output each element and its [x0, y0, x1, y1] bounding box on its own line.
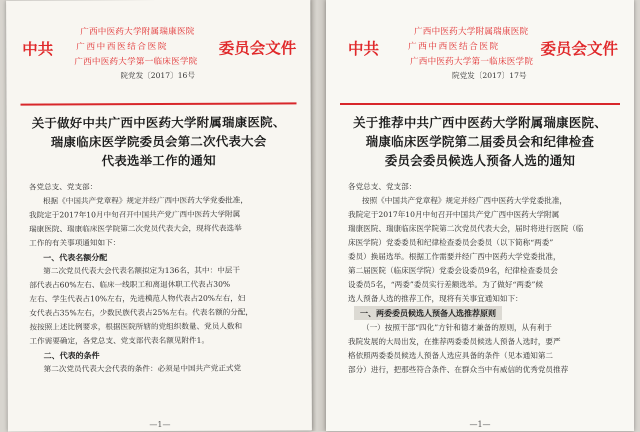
- paragraph-line: （一）按照干部“四化”方针和德才兼备的原则，从有利于: [362, 323, 553, 332]
- binding-gutter: [311, 0, 326, 431]
- header-hospital-name-3: 广西中医药大学第一临床医学院: [410, 57, 534, 67]
- paragraph-line: 委员）换届选举。根据工作需要并经广西中医药大学党委批准，: [348, 252, 561, 261]
- paragraph-line: 瑞康医院、瑞康临床医学院第二次党员代表大会，现将代表选举: [29, 223, 242, 234]
- paragraph-line: 工作需要确定，各党总支、党支部代表名额见附件1。: [29, 335, 210, 346]
- title-line: 关于做好中共广西中医药大学附属瑞康医院、: [31, 114, 286, 131]
- header-hospital-name-3: 广西中医药大学第一临床医学院: [74, 56, 198, 68]
- paragraph-line: 部分）进行，把那些符合条件、在群众当中有威信的优秀党员推荐: [348, 365, 569, 374]
- title-line: 代表选举工作的通知: [101, 152, 216, 169]
- document-number: 院党发〔2017〕17号: [452, 71, 527, 80]
- paragraph-line: 格依照两委委员候选人预备人选应具备的条件（见本通知第二: [348, 351, 554, 360]
- document-page-left: [6, 0, 312, 432]
- section-heading: 一、代表名额分配: [43, 252, 108, 263]
- document-body: [348, 180, 620, 377]
- salutation: 各党总支、党支部：: [348, 182, 417, 191]
- header-suffix: 委员会文件: [540, 39, 618, 58]
- header-hospital-name-2: 广西中西医结合医院: [76, 41, 169, 53]
- document-body: [29, 179, 298, 376]
- header-prefix: 中共: [22, 39, 54, 59]
- paragraph-line: 我院定于2017年10月中旬召开中国共产党广西中医药大学附属: [28, 209, 241, 220]
- header-suffix: 委员会文件: [218, 38, 297, 58]
- document-page-right: [326, 0, 634, 431]
- document-number: 院党发〔2017〕16号: [120, 70, 195, 81]
- title-line: 瑞康临床医学院第二届委员会和纪律检查: [365, 134, 595, 149]
- paragraph-line: 瑞康医院、瑞康临床医学院第二次党员代表大会，届时将进行医院（临: [348, 224, 584, 233]
- paragraph-line: 选人预备人选的推荐工作，现将有关事宜通知如下：: [348, 294, 523, 303]
- page-number: —1—: [469, 420, 491, 429]
- section-heading-highlighted: 一、两委委员候选人预备人选推荐原则: [354, 306, 502, 320]
- title-line: 委员会委员候选人预备人选的通知: [384, 153, 576, 168]
- red-letterhead: [326, 25, 634, 97]
- paragraph-line: 根据《中国共产党章程》规定并经广西中医药大学党委批准，: [42, 195, 248, 206]
- title-line: 关于推荐中共广西中医药大学附属瑞康医院、: [353, 115, 607, 130]
- paragraph-line: 左右、学生代表占10%左右，先进模范人物代表占20%左右，妇: [29, 293, 246, 304]
- red-letterhead: [6, 24, 310, 97]
- paragraph-line: 设委员5名，“两委”委员实行差额选举。为了做好“两委”候: [348, 280, 544, 289]
- paragraph-line: 我院发展的大局出发，在推荐两委委员候选人预备人选时，要严: [348, 337, 561, 346]
- red-divider: [340, 103, 620, 105]
- red-divider: [21, 102, 297, 105]
- paragraph-line: 第二届医院（临床医学院）党委会设委员9名，纪律检查委员会: [348, 266, 558, 275]
- page-number: —1—: [149, 419, 171, 430]
- header-hospital-name-2: 广西中西医结合医院: [408, 42, 500, 52]
- paragraph-line: 工作的有关事项通知如下：: [29, 238, 121, 248]
- header-prefix: 中共: [348, 39, 380, 58]
- paragraph-line: 床医学院）党委委员和纪律检查委员会委员（以下简称“两委”: [348, 238, 554, 247]
- document-title: [7, 112, 311, 170]
- document-title: [326, 113, 634, 170]
- header-hospital-name: 广西中医药大学附属瑞康医院: [80, 26, 195, 38]
- title-line: 瑞康临床医学院委员会第二次代表大会: [50, 133, 267, 150]
- paragraph-line: 第二次党员代表大会代表名额拟定为136名，其中：中层干: [43, 265, 241, 276]
- paragraph-line: 部代表占60%左右、临床一线职工和离退休职工代表占30%: [29, 279, 231, 290]
- header-hospital-name: 广西中医药大学附属瑞康医院: [414, 27, 529, 37]
- salutation: 各党总支、党支部：: [28, 182, 98, 192]
- section-heading: 二、代表的条件: [43, 350, 100, 361]
- paragraph-line: 按按照上述比例要求，根据医院所辖的党组织数量、党员人数和: [29, 321, 243, 332]
- paragraph-line: 女代表占35%左右，少数民族代表占25%左右。代表名额的分配，: [29, 307, 254, 318]
- paragraph-line: 我院定于2017年10月中旬召开中国共产党广西中医药大学附属: [348, 210, 560, 219]
- paragraph-line: 第二次党员代表大会代表的条件：必须是中国共产党正式党: [43, 363, 242, 374]
- paragraph-line: 按照《中国共产党章程》规定并经广西中医药大学党委批准，: [362, 196, 568, 205]
